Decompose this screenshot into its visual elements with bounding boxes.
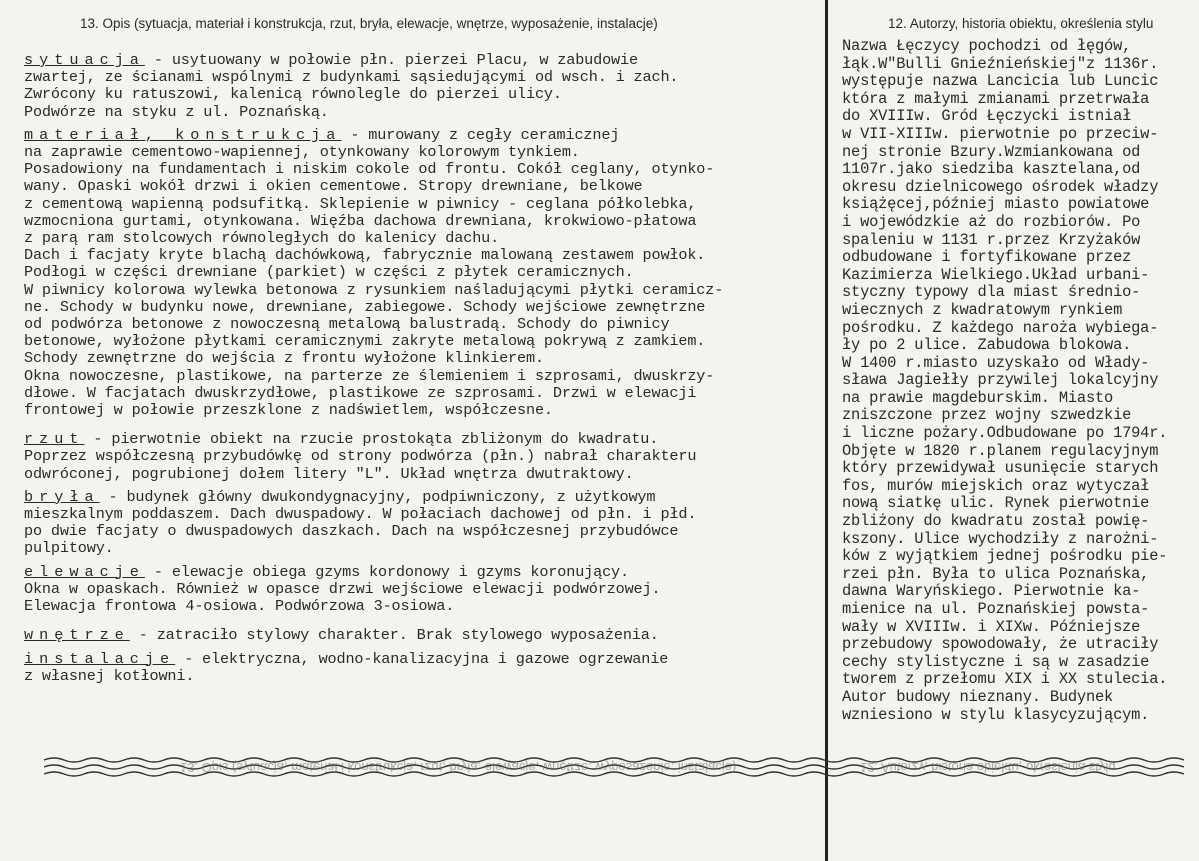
history-line: Objęte w 1820 r.planem regulacyjnym [842, 441, 1159, 460]
section-text: betonowe, wyłożone płytkami ceramicznymi zakryte metalową pokrywą z zamkiem. [24, 332, 706, 351]
section-line [24, 402, 824, 419]
section-line [24, 651, 824, 668]
section-text: Podwórze na styku z ul. Poznańską. [24, 102, 329, 121]
section-line [24, 368, 824, 385]
history-line: ły po 2 ulice. Zabudowa blokowa. [842, 336, 1132, 355]
section-6 [24, 651, 824, 685]
section-title: bryła [24, 487, 100, 506]
section-line [24, 540, 824, 557]
section-line [24, 316, 824, 333]
history-line: rzei płn. Była to ulica Poznańska, [842, 564, 1150, 583]
section-text: Schody zewnętrzne do wejścia z frontu wyłożone klinkierem. [24, 349, 544, 368]
history-line: Kazimierza Wielkiego.Układ urbani- [842, 265, 1150, 284]
history-line: spaleniu w 1131 r.przez Krzyżaków [842, 230, 1141, 249]
section-line [24, 213, 824, 230]
description-body [24, 52, 824, 685]
section-text: - zatraciło stylowy charakter. Brak stylowego wyposażenia. [129, 626, 659, 645]
section-line [24, 385, 824, 402]
section-text: mieszkalnym poddaszem. Dach dwuspadowy. W połaciach dachowej od płn. i płd. [24, 505, 697, 524]
section-5 [24, 627, 824, 644]
section-line [24, 178, 824, 195]
history-line: fos, murów miejskich oraz wytyczał [842, 476, 1150, 495]
section-text: - pierwotnie obiekt na rzucie prostokąta zbliżonym do kwadratu. [84, 430, 659, 449]
section-title: wnętrze [24, 626, 130, 645]
section-title: instalacje [24, 649, 176, 668]
section-text: od podwórza betonowe z nowoczesną metalową balustradą. Schody do piwnicy [24, 315, 670, 334]
history-line: występuje nazwa Lancicia lub Luncic [842, 72, 1159, 91]
history-line: pośrodku. Z każdego naroża wybiega- [842, 318, 1159, 337]
section-text: Okna w opaskach. Również w opasce drzwi wejściowe elewacji podwórzowej. [24, 579, 661, 598]
history-line: i liczne pożary.Odbudowane po 1794r. [842, 424, 1168, 443]
section-text: - elektryczna, wodno-kanalizacyjna i gazowe ogrzewanie [175, 649, 669, 668]
section-line [24, 299, 824, 316]
section-line [24, 506, 824, 523]
description-header: 13. Opis (sytuacja, materiał i konstrukcja, rzut, bryła, elewacje, wnętrze, wyposażenie, instalacje) [80, 16, 658, 31]
mirrored-header-right: 12. Autorzy, historia obiektu, określenia stylu [860, 760, 1116, 775]
section-text: z własnej kotłowni. [24, 666, 195, 685]
section-text: pulpitowy. [24, 539, 114, 558]
history-line: odbudowane i fortyfikowane przez [842, 248, 1132, 267]
section-3 [24, 489, 824, 558]
section-line [24, 282, 824, 299]
section-line [24, 264, 824, 281]
history-line: zniszczone przez wojny szwedzkie [842, 406, 1132, 425]
section-2 [24, 431, 824, 483]
section-line [24, 581, 824, 598]
history-line: łąk.W"Bulli Gnieźnieńskiej"z 1136r. [842, 54, 1159, 73]
history-line: kszony. Ulice wychodziły z narożni- [842, 529, 1159, 548]
section-line [24, 196, 824, 213]
section-text: Poprzez współczesną przybudówkę od strony podwórza (płn.) nabrał charakteru [24, 447, 697, 466]
section-line [24, 431, 824, 448]
history-line: nową siatkę ulic. Rynek pierwotnie [842, 494, 1150, 513]
section-line [24, 230, 824, 247]
section-text: po dwie facjaty o dwuspadowych daszkach. Dach na współczesnej przybudówce [24, 522, 679, 541]
history-line: sława Jagiełły przywilej lokalcyjny [842, 371, 1159, 390]
section-line [24, 627, 824, 644]
section-line [24, 144, 824, 161]
section-text: - usytuowany w połowie płn. pierzei Placu, w zabudowie [144, 51, 638, 69]
history-line: przebudowy spowodowały, że utraciły [842, 635, 1159, 654]
section-text: Zwrócony ku ratuszowi, kalenicą równolegle do pierzei ulicy. [24, 85, 562, 104]
history-line: który przewidywał usunięcie starych [842, 459, 1159, 478]
section-text: - budynek główny dwukondygnacyjny, podpiwniczony, z użytkowym [99, 487, 656, 506]
section-line [24, 104, 824, 121]
history-line: mienice na ul. Poznańskiej powsta- [842, 600, 1150, 618]
history-line: 1107r.jako siedziba kasztelana,od [842, 160, 1141, 179]
section-line [24, 668, 824, 685]
history-column [828, 0, 1199, 861]
history-line: ków z wyjątkiem jednej pośrodku pie- [842, 547, 1168, 566]
section-line [24, 52, 824, 69]
history-line: wały w XVIIIw. i XIXw. Późniejsze [842, 617, 1141, 636]
section-line [24, 69, 824, 86]
section-title: elewacje [24, 562, 145, 581]
mirrored-header-left: 13. Opis (sytuacja, materiał i konstrukcja, rzut, bryła, elewacje, wnętrze, wyposażenie, instalacje) [180, 760, 737, 775]
section-line [24, 161, 824, 178]
history-line: wiecznych z kwadratowym rynkiem [842, 300, 1123, 319]
section-line [24, 466, 824, 483]
section-title: rzut [24, 430, 85, 449]
history-line: która z małymi zmianami przetrwała [842, 89, 1150, 108]
section-line [24, 489, 824, 506]
history-line: zbliżony do kwadratu został powię- [842, 512, 1150, 531]
section-line [24, 333, 824, 350]
section-text: Podłogi w części drewniane (parkiet) w części z płytek ceramicznych. [24, 263, 634, 282]
section-text: - murowany z cegły ceramicznej [341, 125, 620, 144]
section-text: zwartej, ze ścianami wspólnymi z budynkami sąsiedującymi od wsch. i zach. [24, 68, 679, 87]
section-line [24, 598, 824, 615]
section-title: materiał, konstrukcja [24, 125, 342, 144]
section-text: dłowe. W facjatach dwuskrzydłowe, plastikowe ze szprosami. Drzwi w elewacji [24, 383, 697, 402]
history-line: książęcej,później miasto powiatowe [842, 195, 1150, 214]
history-body [842, 38, 1198, 724]
history-line: Nazwa Łęczycy pochodzi od łęgów, [842, 37, 1132, 55]
section-text: wany. Opaski wokół drzwi i okien cementowe. Stropy drewniane, belkowe [24, 177, 643, 196]
history-line: nej stronie Bzury.Wzmiankowana od [842, 142, 1141, 161]
history-line: styczny typowy dla miast średnio- [842, 283, 1141, 302]
section-line [24, 86, 824, 103]
section-0 [24, 52, 824, 121]
history-line: na prawie magdeburskim. Miasto [842, 388, 1114, 407]
history-line: dawna Waryńskiego. Pierwotnie ka- [842, 582, 1141, 601]
section-line [24, 448, 824, 465]
section-text: W piwnicy kolorowa wylewka betonowa z rysunkiem naśladującymi płytki ceramicz- [24, 280, 724, 299]
history-line: do XVIIIw. Gród Łęczycki istniał [842, 107, 1132, 126]
section-1 [24, 127, 824, 419]
section-line [24, 247, 824, 264]
section-line [24, 127, 824, 144]
section-text: Okna nowoczesne, plastikowe, na parterze ze ślemieniem i szprosami, dwuskrzy- [24, 366, 715, 385]
section-text: z cementową wapienną podsufitką. Sklepienie w piwnicy - ceglana półkolebka, [24, 194, 697, 213]
section-text: Dach i facjaty kryte blachą dachówkową, fabrycznie malowaną zestawem powłok. [24, 246, 706, 265]
section-text: frontowej w połowie przeszklone z nadświetlem, współczesne. [24, 401, 553, 420]
section-line [24, 523, 824, 540]
section-text: - elewacje obiega gzyms kordonowy i gzyms koronujący. [144, 562, 629, 581]
section-line [24, 350, 824, 367]
section-text: na zaprawie cementowo-wapiennej, otynkowany kolorowym tynkiem. [24, 143, 580, 162]
section-4 [24, 564, 824, 616]
section-title: sytuacja [24, 51, 145, 69]
section-text: wzmocniona gurtami, otynkowana. Więźba dachowa drewniana, krokwiowo-płatowa [24, 211, 697, 230]
history-line: okresu dzielnicowego ośrodek władzy [842, 177, 1159, 196]
section-line [24, 564, 824, 581]
section-text: odwróconej, pogrubionej dołem litery "L". Układ wnętrza dwutraktowy. [24, 464, 634, 483]
history-line: Autor budowy nieznany. Budynek [842, 687, 1114, 706]
section-text: ne. Schody w budynku nowe, drewniane, zabiegowe. Schody wejściowe zewnętrzne [24, 297, 706, 316]
history-line: wzniesiono w stylu klasycyzującym. [842, 705, 1150, 724]
history-line: W 1400 r.miasto uzyskało od Włady- [842, 353, 1150, 372]
history-line: tworem z przełomu XIX i XX stulecia. [842, 670, 1168, 689]
section-text: Elewacja frontowa 4-osiowa. Podwórzowa 3-osiowa. [24, 597, 455, 616]
history-line: i wojewódzkie aż do rozbiorów. Po [842, 212, 1141, 231]
history-line: w VII-XIIIw. pierwotnie po przeciw- [842, 124, 1159, 143]
section-text: Posadowiony na fundamentach i niskim cokole od frontu. Cokół ceglany, otynko- [24, 160, 715, 179]
history-line: cechy stylistyczne i są w zasadzie [842, 652, 1150, 671]
section-text: z parą ram stolcowych równoległych do kalenicy dachu. [24, 229, 500, 248]
history-header: 12. Autorzy, historia obiektu, określenia stylu [888, 16, 1154, 31]
